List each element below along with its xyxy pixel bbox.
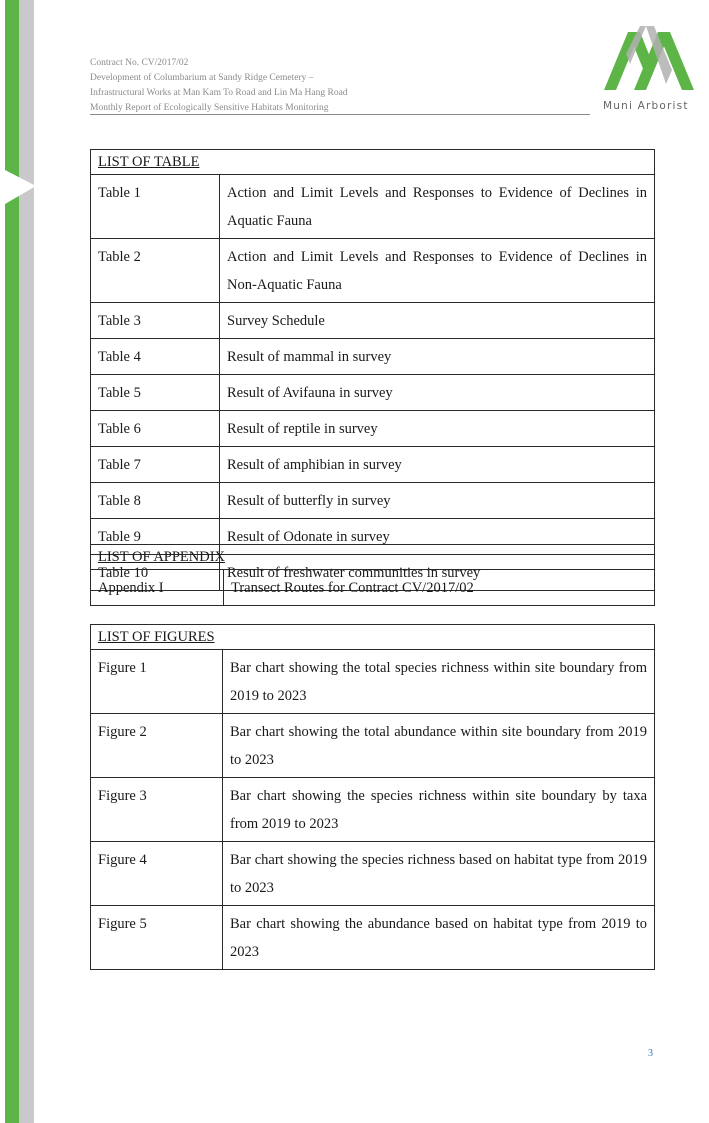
list-of-figures-title: LIST OF FIGURES <box>91 625 655 650</box>
row-description: Result of reptile in survey <box>220 411 655 447</box>
row-description: Result of freshwater communities in survey <box>220 555 655 591</box>
table-row <box>91 303 655 339</box>
row-label: Figure 3 <box>91 778 223 842</box>
table-row <box>91 570 655 606</box>
row-label: Table 10 <box>91 555 220 591</box>
row-label: Table 5 <box>91 375 220 411</box>
row-description: Result of Odonate in survey <box>220 519 655 555</box>
document-header <box>90 56 590 116</box>
page-marker-notch <box>0 0 40 210</box>
row-description: Result of mammal in survey <box>220 339 655 375</box>
row-description: Result of amphibian in survey <box>220 447 655 483</box>
table-row <box>91 714 655 778</box>
row-label: Table 6 <box>91 411 220 447</box>
row-description: Bar chart showing the total species richness within site boundary from 2019 to 2023 <box>223 650 655 714</box>
header-project-works: Infrastructural Works at Man Kam To Road and Lin Ma Hang Road <box>90 88 348 98</box>
table-row <box>91 778 655 842</box>
row-label: Table 7 <box>91 447 220 483</box>
row-description: Action and Limit Levels and Responses to Evidence of Declines in Non-Aquatic Fauna <box>220 239 655 303</box>
table-row <box>91 447 655 483</box>
table-row <box>91 375 655 411</box>
header-report-title: Monthly Report of Ecologically Sensitive Habitats Monitoring <box>90 103 329 113</box>
list-of-appendix-title: LIST OF APPENDIX <box>91 545 655 570</box>
page-number: 3 <box>648 1048 653 1059</box>
row-label: Table 1 <box>91 175 220 239</box>
row-description: Bar chart showing the species richness based on habitat type from 2019 to 2023 <box>223 842 655 906</box>
table-row <box>91 650 655 714</box>
table-row <box>91 239 655 303</box>
row-description: Survey Schedule <box>220 303 655 339</box>
header-divider <box>90 114 590 115</box>
table-row <box>91 411 655 447</box>
row-label: Figure 1 <box>91 650 223 714</box>
list-of-table-title: LIST OF TABLE <box>91 150 655 175</box>
table-row <box>91 906 655 970</box>
table-row <box>91 483 655 519</box>
header-contract-no: Contract No. CV/2017/02 <box>90 58 189 68</box>
row-description: Transect Routes for Contract CV/2017/02 <box>224 570 655 606</box>
row-label: Table 3 <box>91 303 220 339</box>
list-of-figures <box>90 624 655 970</box>
row-label: Table 2 <box>91 239 220 303</box>
table-row <box>91 842 655 906</box>
list-of-appendix <box>90 544 655 606</box>
table-row <box>91 175 655 239</box>
row-label: Figure 5 <box>91 906 223 970</box>
row-description: Action and Limit Levels and Responses to Evidence of Declines in Aquatic Fauna <box>220 175 655 239</box>
logo-wordmark: Muni Arborist <box>603 100 689 112</box>
row-description: Bar chart showing the total abundance within site boundary from 2019 to 2023 <box>223 714 655 778</box>
row-description: Bar chart showing the abundance based on habitat type from 2019 to 2023 <box>223 906 655 970</box>
header-project-title: Development of Columbarium at Sandy Ridge Cemetery – <box>90 73 314 83</box>
row-label: Table 9 <box>91 519 220 555</box>
list-of-table <box>90 149 655 591</box>
row-label: Table 4 <box>91 339 220 375</box>
row-label: Appendix I <box>91 570 224 606</box>
row-label: Figure 4 <box>91 842 223 906</box>
row-label: Figure 2 <box>91 714 223 778</box>
row-description: Result of butterfly in survey <box>220 483 655 519</box>
row-label: Table 8 <box>91 483 220 519</box>
row-description: Result of Avifauna in survey <box>220 375 655 411</box>
table-row <box>91 339 655 375</box>
row-description: Bar chart showing the species richness within site boundary by taxa from 2019 to 2023 <box>223 778 655 842</box>
